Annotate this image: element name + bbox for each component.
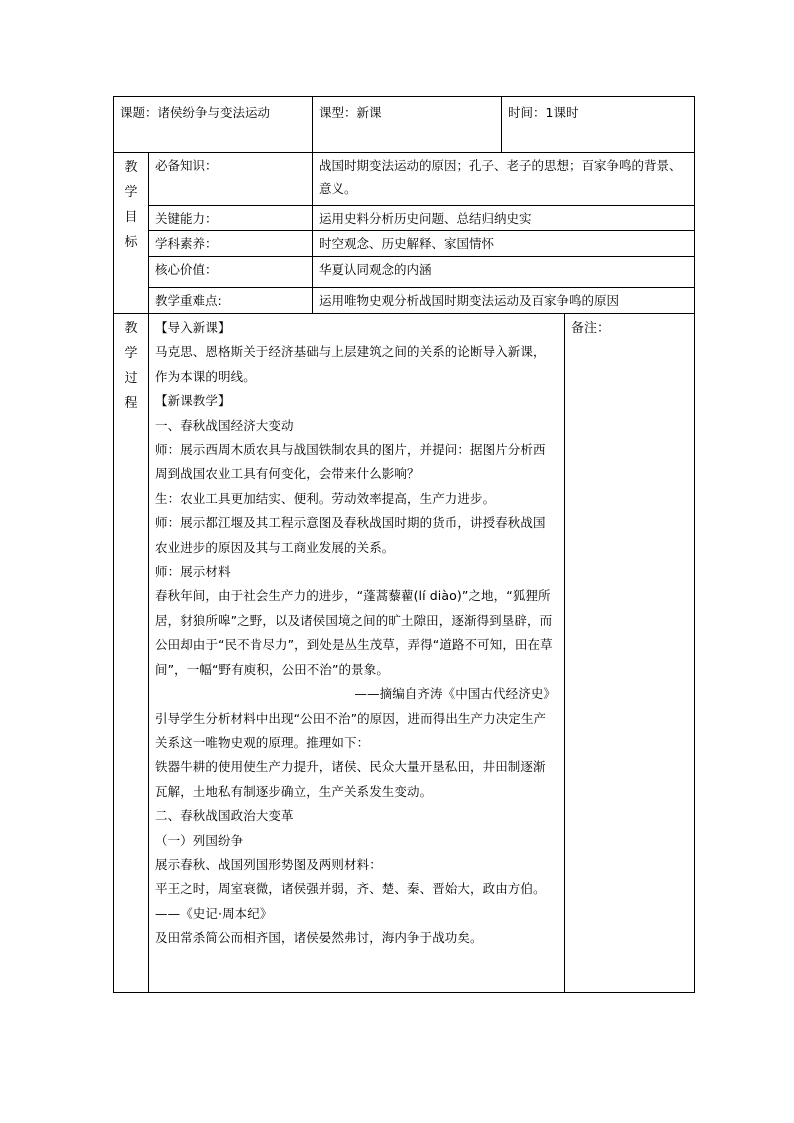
goal-label: 核心价值： xyxy=(149,257,313,288)
goal-value: 华夏认同观念的内涵 xyxy=(313,257,695,288)
goal-label: 教学重难点: xyxy=(149,288,313,314)
goal-row-ability xyxy=(114,206,695,231)
process-row xyxy=(114,314,695,993)
goal-value: 运用唯物史观分析战国时期变法运动及百家争鸣的原因 xyxy=(313,288,695,314)
intro-heading: 【导入新课】 xyxy=(155,320,231,335)
goals-side-label: 教 学 目 标 xyxy=(114,153,149,314)
lesson-plan-table xyxy=(113,96,695,993)
goal-label: 学科素养： xyxy=(149,231,313,257)
notes-cell: 备注： xyxy=(565,314,695,993)
teacher-text: 师：展示都江堰及其工程示意图及春秋战国时期的货币，讲授春秋战国农业进步的原因及其与工商业发展的关系。 xyxy=(155,515,546,555)
time-cell: 时间：1课时 xyxy=(502,97,695,153)
lesson-plan-sheet xyxy=(113,96,694,993)
goal-row-knowledge xyxy=(114,153,695,206)
intro-text: 马克思、恩格斯关于经济基础与上层建筑之间的关系的论断导入新课，作为本课的明线。 xyxy=(155,344,546,384)
guide-text: 引导学生分析材料中出现“公田不治”的原因，进而得出生产力决定生产关系这一唯物史观的原理。推理如下： xyxy=(155,710,547,750)
material-text: 平王之时，周室衰微，诸侯强并弱，齐、楚、秦、晋始大，政由方伯。 ——《史记·周本纪》 xyxy=(155,881,615,921)
material-text: 春秋年间，由于社会生产力的进步，“蓬蒿藜藋(lí diào)”之地，“狐狸所居，豺狼所嗥”之野，以及诸侯国境之间的旷土隙田，逐渐得到垦辟，而公田却由于“民不肯尽力”，到处是丛生茂草，弄得“道路不可知，田在草间”，一幅“野有庾积，公田不治”的景象。 xyxy=(155,588,553,677)
goal-row-keypoints xyxy=(114,288,695,314)
goal-value: 时空观念、历史解释、家国情怀 xyxy=(313,231,695,257)
material-intro: 展示春秋、战国列国形势图及两则材料： xyxy=(155,856,382,872)
material-source: ——摘编自齐涛《中国古代经济史》 xyxy=(354,686,557,702)
new-lesson-heading: 【新课教学】 xyxy=(155,393,231,409)
goal-label: 关键能力： xyxy=(149,206,313,231)
student-text: 生：农业工具更加结实、便利。劳动效率提高，生产力进步。 xyxy=(155,490,496,506)
header-row xyxy=(114,97,695,153)
process-side-label: 教 学 过 程 xyxy=(114,314,149,993)
goal-row-values xyxy=(114,257,695,288)
section-heading: 一、春秋战国经济大变动 xyxy=(155,417,294,433)
goal-label: 必备知识： xyxy=(149,153,313,206)
subsection-heading: （一）列国纷争 xyxy=(155,832,244,848)
goal-value: 运用史料分析历史问题、总结归纳史实 xyxy=(313,206,695,231)
section-heading: 二、春秋战国政治大变革 xyxy=(155,808,294,824)
teacher-text: 师：展示材料 xyxy=(155,564,231,580)
goal-value: 战国时期变法运动的原因；孔子、老子的思想；百家争鸣的背景、意义。 xyxy=(313,153,695,206)
reasoning-text: 铁器牛耕的使用使生产力提升，诸侯、民众大量开垦私田，井田制逐渐瓦解，土地私有制逐步确立，生产关系发生变动。 xyxy=(155,759,546,799)
material-text: 及田常杀简公而相齐国，诸侯晏然弗讨，海内争于战功矣。 xyxy=(155,930,483,946)
goal-row-literacy xyxy=(114,231,695,257)
teacher-text: 师：展示西周木质农具与战国铁制农具的图片，并提问：据图片分析西周到战国农业工具有何变化，会带来什么影响？ xyxy=(155,442,546,482)
type-cell: 课型：新课 xyxy=(313,97,502,153)
topic-cell: 课题：诸侯纷争与变法运动 xyxy=(114,97,313,153)
